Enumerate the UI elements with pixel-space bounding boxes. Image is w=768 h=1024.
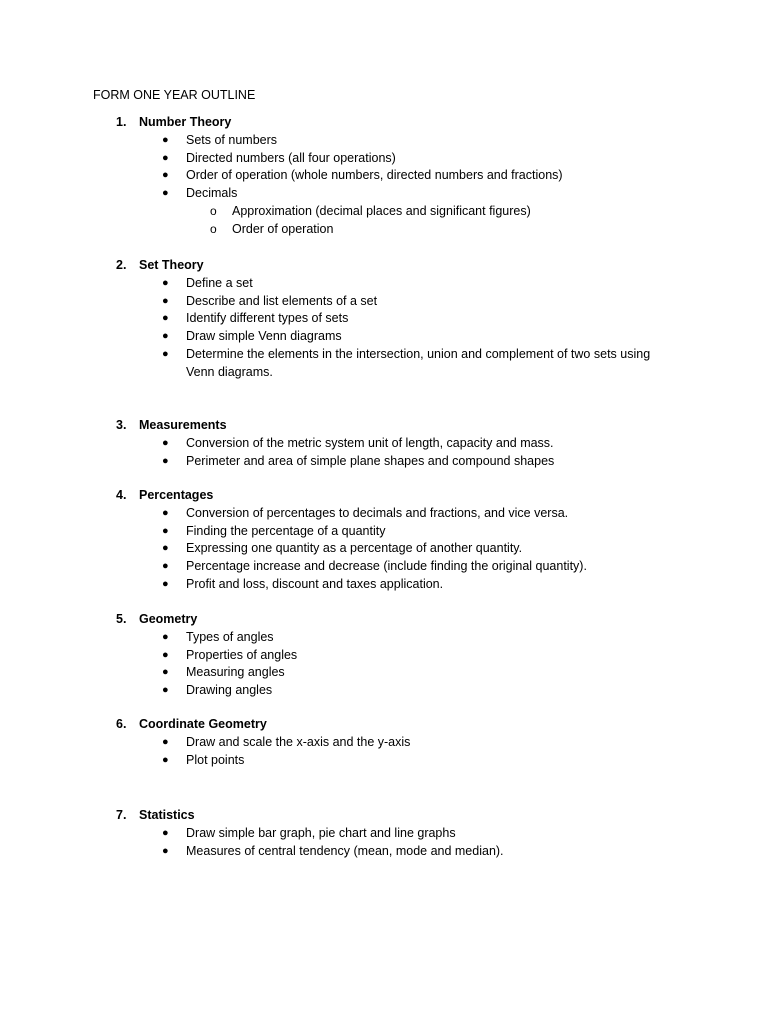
list-item-text: Identify different types of sets (186, 311, 349, 326)
bullet-icon: ● (162, 666, 169, 679)
list-item (0, 132, 768, 150)
section-title: Coordinate Geometry (139, 717, 267, 731)
circle-bullet-icon: o (210, 203, 217, 218)
section-number: 6. (116, 717, 127, 731)
section-title: Geometry (139, 612, 198, 626)
list-item-text: Conversion of the metric system unit of length, capacity and mass. (186, 435, 554, 450)
list-item-text: Sets of numbers (186, 132, 278, 147)
list-item (0, 435, 768, 453)
bullet-icon: ● (162, 330, 169, 343)
section-heading (0, 487, 768, 505)
bullet-icon: ● (162, 826, 169, 839)
section-1 (0, 114, 768, 239)
list-item (0, 185, 768, 238)
list-item-text: Directed numbers (all four operations) (186, 150, 396, 165)
list-item-text: Perimeter and area of simple plane shapes and compound shapes (186, 453, 555, 468)
list-item (0, 682, 768, 700)
section-3 (0, 417, 768, 470)
list-item (0, 310, 768, 328)
list-item (0, 523, 768, 541)
section-5 (0, 611, 768, 700)
list-item (0, 167, 768, 185)
list-item (0, 150, 768, 168)
section-title: Number Theory (139, 115, 232, 129)
list-item (0, 647, 768, 665)
list-item (0, 576, 768, 594)
bullet-icon: ● (162, 542, 169, 555)
list-item-text: Percentage increase and decrease (include finding the original quantity). (186, 559, 587, 574)
list-item (0, 629, 768, 647)
section-title: Percentages (139, 488, 214, 502)
bullet-icon: ● (162, 735, 169, 748)
bullet-list (0, 275, 768, 382)
list-item (0, 293, 768, 311)
list-item (0, 825, 768, 843)
section-title: Set Theory (139, 258, 204, 272)
bullet-list (0, 435, 768, 471)
bullet-icon: ● (162, 560, 169, 573)
list-item (0, 346, 768, 382)
bullet-icon: ● (162, 753, 169, 766)
sub-list-item-text: Order of operation (232, 221, 334, 236)
sub-list-item (0, 221, 658, 239)
list-item-text: Expressing one quantity as a percentage of another quantity. (186, 541, 523, 556)
bullet-icon: ● (162, 312, 169, 325)
section-7 (0, 807, 768, 860)
list-item (0, 328, 768, 346)
bullet-icon: ● (162, 436, 169, 449)
section-heading (0, 417, 768, 435)
list-item-text: Order of operation (whole numbers, directed numbers and fractions) (186, 168, 563, 183)
bullet-icon: ● (162, 276, 169, 289)
section-number: 5. (116, 612, 127, 626)
list-item (0, 275, 768, 293)
list-item-text: Draw simple Venn diagrams (186, 329, 342, 344)
list-item-text: Draw simple bar graph, pie chart and line graphs (186, 825, 456, 840)
section-number: 4. (116, 488, 127, 502)
list-item-text: Profit and loss, discount and taxes application. (186, 576, 444, 591)
document-title: FORM ONE YEAR OUTLINE (93, 88, 256, 102)
list-item (0, 752, 768, 770)
list-item (0, 540, 768, 558)
list-item (0, 734, 768, 752)
sub-list-item-text: Approximation (decimal places and significant figures) (232, 203, 531, 218)
section-number: 2. (116, 258, 127, 272)
bullet-list (0, 629, 768, 700)
bullet-icon: ● (162, 630, 169, 643)
section-heading (0, 257, 768, 275)
list-item-text: Determine the elements in the intersection, union and complement of two sets using Venn diagrams. (186, 346, 651, 379)
bullet-icon: ● (162, 133, 169, 146)
section-heading (0, 114, 768, 132)
list-item (0, 558, 768, 576)
section-number: 1. (116, 115, 127, 129)
bullet-icon: ● (162, 347, 169, 360)
bullet-list (0, 734, 768, 770)
list-item (0, 664, 768, 682)
section-number: 3. (116, 418, 127, 432)
bullet-list (0, 825, 768, 861)
bullet-list (0, 505, 768, 594)
section-4 (0, 487, 768, 594)
list-item-text: Measuring angles (186, 665, 285, 680)
list-item-text: Measures of central tendency (mean, mode and median). (186, 843, 504, 858)
list-item-text: Types of angles (186, 629, 274, 644)
section-title: Measurements (139, 418, 227, 432)
list-item-text: Plot points (186, 752, 245, 767)
section-2 (0, 257, 768, 382)
list-item-text: Properties of angles (186, 647, 298, 662)
circle-bullet-icon: o (210, 221, 217, 236)
list-item-text: Decimals (186, 186, 238, 201)
bullet-list (0, 132, 768, 239)
list-item-text: Drawing angles (186, 683, 273, 698)
section-title: Statistics (139, 808, 195, 822)
list-item (0, 843, 768, 861)
section-heading (0, 611, 768, 629)
sub-list-item (0, 203, 658, 221)
bullet-icon: ● (162, 187, 169, 200)
list-item-text: Finding the percentage of a quantity (186, 523, 386, 538)
bullet-icon: ● (162, 844, 169, 857)
list-item-text: Draw and scale the x-axis and the y-axis (186, 734, 411, 749)
list-item-text: Define a set (186, 275, 253, 290)
section-6 (0, 716, 768, 769)
list-item (0, 505, 768, 523)
bullet-icon: ● (162, 151, 169, 164)
list-item-text: Describe and list elements of a set (186, 293, 378, 308)
bullet-icon: ● (162, 648, 169, 661)
section-heading (0, 807, 768, 825)
sub-bullet-list (186, 203, 658, 239)
bullet-icon: ● (162, 294, 169, 307)
bullet-icon: ● (162, 577, 169, 590)
bullet-icon: ● (162, 169, 169, 182)
section-number: 7. (116, 808, 127, 822)
bullet-icon: ● (162, 684, 169, 697)
bullet-icon: ● (162, 506, 169, 519)
bullet-icon: ● (162, 524, 169, 537)
list-item-text: Conversion of percentages to decimals and fractions, and vice versa. (186, 505, 569, 520)
list-item (0, 453, 768, 471)
bullet-icon: ● (162, 454, 169, 467)
section-heading (0, 716, 768, 734)
